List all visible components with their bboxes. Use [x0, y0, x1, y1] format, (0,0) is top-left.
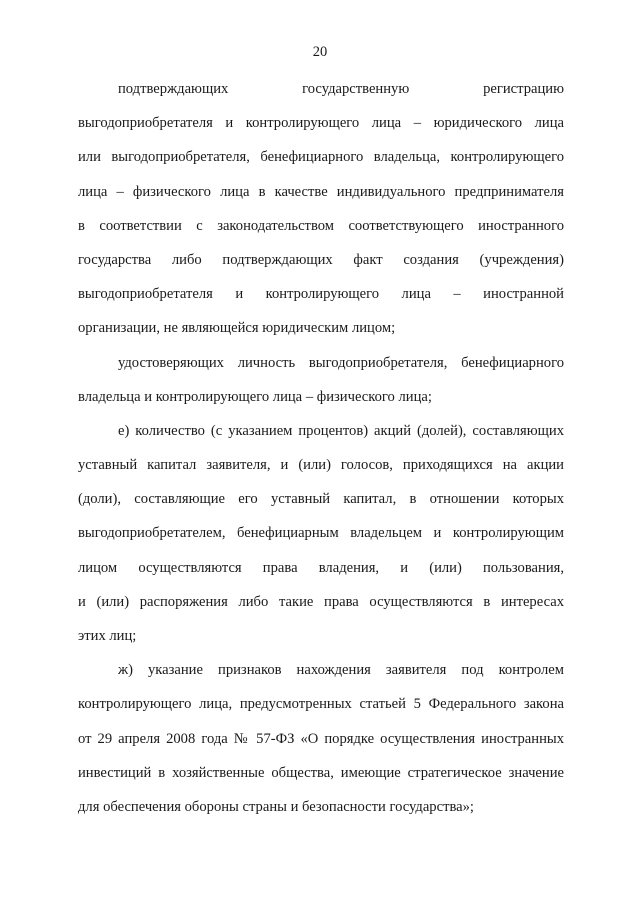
paragraph-item-zh — [78, 659, 564, 830]
text-line: контролирующего лица, предусмотренных статьей 5 Федерального закона — [78, 696, 564, 713]
text-line: для обеспечения обороны страны и безопасности государства»; — [78, 798, 474, 815]
text-line: инвестиций в хозяйственные общества, имеющие стратегическое значение — [78, 764, 564, 781]
text-line: или выгодоприобретателя, бенефициарного владельца, контролирующего — [78, 149, 564, 166]
text-line: и (или) распоряжения либо такие права осуществляются в интересах — [78, 593, 564, 610]
text-line: организации, не являющейся юридическим лицом; — [78, 320, 396, 337]
text-line: владельца и контролирующего лица – физического лица; — [78, 388, 432, 405]
document-body — [78, 78, 564, 830]
paragraph-item-e — [78, 420, 564, 659]
text-line: лицом осуществляются права владения, и (или) пользования, — [78, 559, 564, 576]
text-line: лица – физического лица в качестве индивидуального предпринимателя — [78, 183, 564, 200]
text-line: выгодоприобретателя и контролирующего лица – юридического лица — [78, 115, 564, 132]
text-line: выгодоприобретателем, бенефициарным владельцем и контролирующим — [78, 525, 564, 542]
text-line: уставный капитал заявителя, и (или) голосов, приходящихся на акции — [78, 457, 564, 474]
text-line: в соответствии с законодательством соответствующего иностранного — [78, 217, 564, 234]
text-line: подтверждающих государственную регистрацию — [118, 81, 564, 97]
text-line: выгодоприобретателя и контролирующего лица – иностранной — [78, 286, 564, 303]
page-number: 20 — [312, 44, 328, 60]
text-line: этих лиц; — [78, 628, 137, 644]
text-line: (доли), составляющие его уставный капитал, в отношении которых — [78, 491, 564, 508]
paragraph-identity-documents — [78, 352, 564, 420]
paragraph-registration-documents — [78, 78, 564, 352]
text-line: от 29 апреля 2008 года № 57-ФЗ «О порядке осуществления иностранных — [78, 730, 564, 747]
text-line: удостоверяющих личность выгодоприобретателя, бенефициарного — [118, 354, 564, 371]
text-line: государства либо подтверждающих факт создания (учреждения) — [78, 251, 564, 268]
text-line: ж) указание признаков нахождения заявителя под контролем — [118, 662, 564, 679]
text-line: е) количество (с указанием процентов) акций (долей), составляющих — [118, 422, 564, 439]
